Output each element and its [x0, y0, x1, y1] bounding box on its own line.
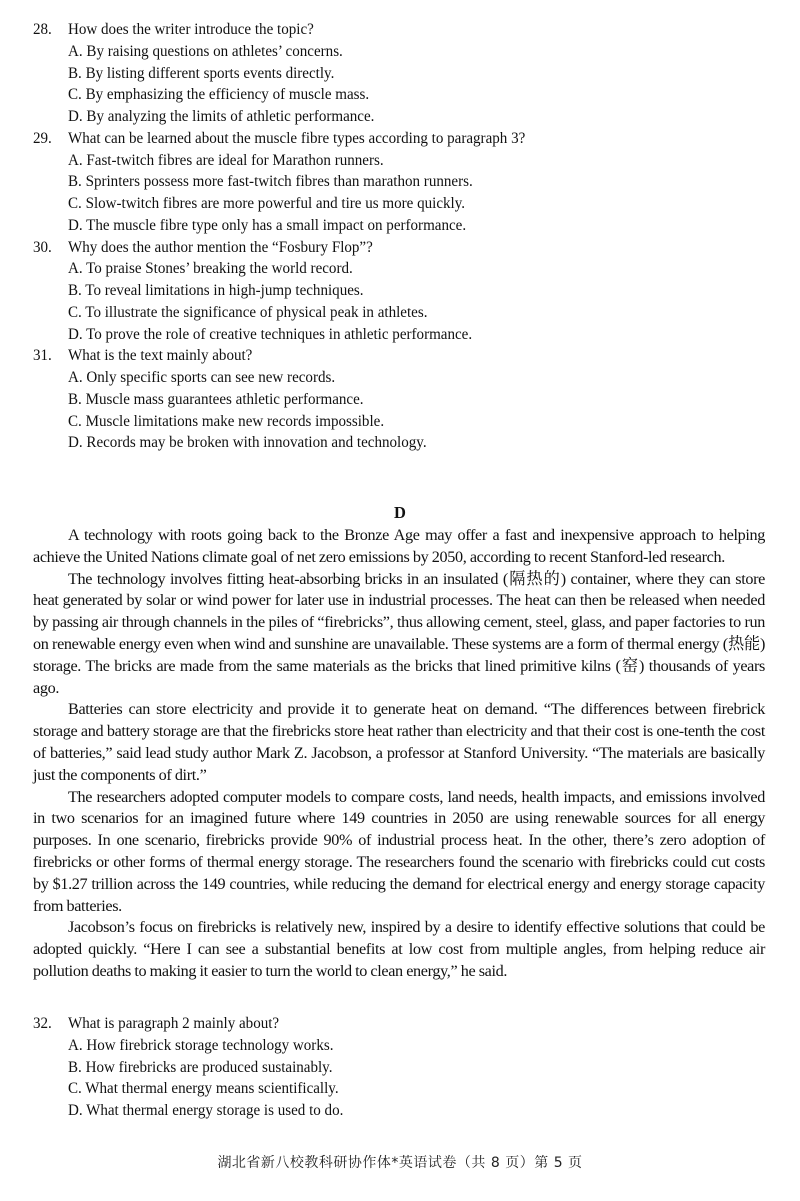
question-number: 31.	[33, 346, 52, 365]
question-number: 32.	[33, 1014, 52, 1032]
option-text: C. What thermal energy means scientifically.	[68, 1079, 339, 1098]
option-b[interactable]	[33, 280, 793, 302]
paragraph-2: The technology involves fitting heat-absorbing bricks in an insulated (隔热的) container, where they can store heat generated by solar or wind power for later use in industrial processes. The heat can then be released when needed by passing air through channels in the piles of “firebricks”, thus allowing cement, steel, glass, and paper factories to run on renewable energy even when wind and sunshine are unavailable. These systems are a form of thermal energy (热能) storage. The bricks are made from the same materials as the bricks that lined primitive kilns (窑) thousands of years ago.	[33, 569, 765, 697]
option-text: D. The muscle fibre type only has a small impact on performance.	[68, 215, 467, 234]
option-c[interactable]	[33, 1078, 793, 1100]
option-b[interactable]	[33, 63, 793, 85]
question-29	[33, 128, 793, 150]
option-text: C. By emphasizing the efficiency of muscle mass.	[68, 85, 370, 104]
question-30	[33, 237, 793, 259]
option-c[interactable]	[33, 411, 793, 433]
option-text: D. To prove the role of creative techniques in athletic performance.	[68, 324, 473, 343]
question-number: 30.	[33, 237, 52, 256]
option-a[interactable]	[33, 1035, 793, 1057]
option-text: D. Records may be broken with innovation and technology.	[68, 433, 427, 452]
paragraph-5: Jacobson’s focus on firebricks is relatively new, inspired by a desire to identify effective solutions that could be adopted quickly. “Here I can see a substantial benefits at low cost from multiple angles, from helping reduce air pollution deaths to making it easier to turn the world to clean energy,” he said.	[33, 918, 765, 980]
option-text: B. To reveal limitations in high-jump techniques.	[68, 281, 364, 299]
question-text: Why does the author mention the “Fosbury Flop”?	[68, 237, 373, 256]
question-list-bottom	[33, 1013, 793, 1122]
option-text: D. By analyzing the limits of athletic performance.	[68, 107, 375, 125]
option-text: B. Sprinters possess more fast-twitch fibres than marathon runners.	[68, 172, 473, 191]
option-text: A. Only specific sports can see new records.	[68, 368, 336, 386]
option-text: D. What thermal energy storage is used to do.	[68, 1101, 344, 1119]
option-b[interactable]	[33, 171, 793, 193]
option-c[interactable]	[33, 302, 793, 324]
reading-passage	[33, 525, 765, 983]
option-d[interactable]	[33, 324, 793, 346]
option-text: C. Muscle limitations make new records impossible.	[68, 411, 385, 430]
question-list-top	[33, 19, 793, 454]
option-text: B. Muscle mass guarantees athletic performance.	[68, 389, 364, 408]
option-text: A. How firebrick storage technology works.	[68, 1035, 334, 1054]
option-b[interactable]	[33, 389, 793, 411]
option-b[interactable]	[33, 1057, 793, 1079]
question-28	[33, 19, 793, 41]
question-number: 28.	[33, 20, 52, 38]
question-text: What is the text mainly about?	[68, 346, 253, 365]
paragraph-3: Batteries can store electricity and provide it to generate heat on demand. “The differences between firebrick storage and battery storage are that the firebricks store heat rather than electricity and that their cost is one-tenth the cost of batteries,” said lead study author Mark Z. Jacobson, a professor at Stanford University. “The materials are basically just the components of dirt.”	[33, 700, 765, 784]
question-text: How does the writer introduce the topic?	[68, 20, 314, 38]
option-d[interactable]	[33, 106, 793, 128]
question-number: 29.	[33, 128, 52, 147]
option-a[interactable]	[33, 150, 793, 172]
option-text: B. How firebricks are produced sustainably.	[68, 1057, 333, 1076]
question-text: What is paragraph 2 mainly about?	[68, 1014, 280, 1032]
option-a[interactable]	[33, 367, 793, 389]
section-heading: D	[394, 503, 406, 522]
option-c[interactable]	[33, 193, 793, 215]
option-d[interactable]	[33, 1100, 793, 1122]
question-32	[33, 1013, 793, 1035]
option-text: C. To illustrate the significance of physical peak in athletes.	[68, 302, 428, 321]
question-31	[33, 345, 793, 367]
option-text: A. By raising questions on athletes’ concerns.	[68, 41, 343, 60]
option-a[interactable]	[33, 258, 793, 280]
paragraph-1: A technology with roots going back to the Bronze Age may offer a fast and inexpensive approach to helping achieve the United Nations climate goal of net zero emissions by 2050, according to recent Stanford-led research.	[33, 526, 765, 566]
option-text: C. Slow-twitch fibres are more powerful and tire us more quickly.	[68, 194, 466, 212]
option-text: A. To praise Stones’ breaking the world record.	[68, 259, 353, 278]
option-d[interactable]	[33, 215, 793, 237]
option-c[interactable]	[33, 84, 793, 106]
option-text: B. By listing different sports events directly.	[68, 63, 335, 82]
option-d[interactable]	[33, 432, 793, 454]
page-footer: 湖北省新八校教科研协作体*英语试卷（共 8 页）第 5 页	[217, 1155, 583, 1171]
option-a[interactable]	[33, 41, 793, 63]
option-text: A. Fast-twitch fibres are ideal for Marathon runners.	[68, 150, 384, 169]
paragraph-4: The researchers adopted computer models to compare costs, land needs, health impacts, and emissions involved in two scenarios for an imagined future where 149 countries in 2050 are using renewable sources for all energy purposes. In one scenario, firebricks provide 90% of industrial process heat. In the other, there’s zero adoption of firebricks or other forms of thermal energy storage. The researchers found the scenario with firebricks could cut costs by $1.27 trillion across the 149 countries, while reducing the demand for electrical energy and energy storage capacity from batteries.	[33, 787, 765, 915]
question-text: What can be learned about the muscle fibre types according to paragraph 3?	[68, 128, 526, 147]
